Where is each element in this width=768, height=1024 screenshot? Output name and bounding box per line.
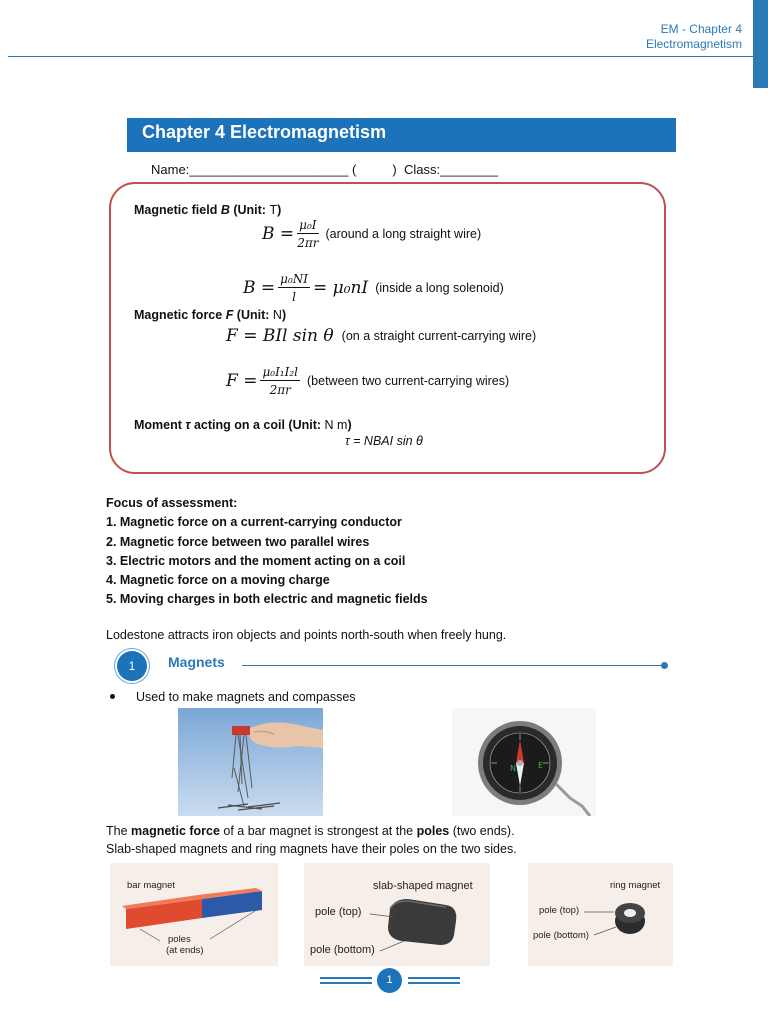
bullet-text: Used to make magnets and compasses [136, 690, 356, 704]
bar-magnet-caption: bar magnet [127, 880, 176, 891]
ring-magnet-caption: ring magnet [610, 880, 661, 891]
bar-magnet-figure [110, 863, 278, 966]
ring-pole-top-label: pole (top) [539, 905, 580, 916]
ring-magnet-figure [528, 863, 673, 966]
side-tab [753, 0, 768, 88]
moment-heading: Moment τ acting on a coil (Unit: N m) [134, 418, 352, 432]
fraction-two-wires: $\frac{\text{μ₀I₁I₂l}}{2\pi r}$ [262, 365, 299, 397]
focus-item: 5. Moving charges in both electric and magnetic fields [106, 592, 428, 607]
running-header-chapter: EM - Chapter 4 [660, 22, 742, 36]
focus-title: Focus of assessment: [106, 496, 238, 510]
svg-text:N: N [510, 764, 516, 773]
slab-pole-bottom-label: pole (bottom) [310, 944, 375, 956]
focus-item: 3. Electric motors and the moment acting on a coil [106, 553, 406, 568]
poles-paragraph: The magnetic force of a bar magnet is strongest at the poles (two ends). [106, 824, 515, 838]
ring-pole-bottom-label: pole (bottom) [533, 930, 589, 941]
chapter-title: Chapter 4 Electromagnetism [142, 122, 387, 142]
running-header [646, 22, 742, 52]
magnetic-force-heading: Magnetic force F (Unit: N) [134, 308, 287, 322]
focus-item: 2. Magnetic force between two parallel wires [106, 534, 370, 549]
running-header-topic: Electromagnetism [645, 37, 742, 51]
equation-moment: τ = NBAI sin θ [345, 434, 423, 448]
bar-magnet-poles-label: poles [168, 934, 191, 945]
header-rule [8, 56, 753, 57]
bullet-icon [110, 694, 115, 699]
slab-magnet-caption: slab-shaped magnet [373, 880, 473, 892]
magnetic-field-heading: Magnetic field B (Unit: T) [134, 203, 282, 217]
slab-pole-top-label: pole (top) [315, 906, 362, 918]
equation-two-wires: F = $\frac{\text{μ₀I₁I₂l}}{2\pi r}$ (between two current-carrying wires) [226, 365, 510, 397]
equation-long-wire: B = $\frac{\text{μ₀I}}{2\pi r}$ (around a long straight wire) [262, 218, 482, 250]
compass-photo [452, 708, 596, 816]
footer-rule-left [320, 977, 372, 979]
fraction-long-wire: $\frac{\text{μ₀I}}{2\pi r}$ [297, 218, 319, 250]
footer-rule-left [320, 982, 372, 984]
section-rule-dot [661, 662, 668, 669]
equation-force-wire: F = BIl sin θ (on a straight current-carrying wire) [226, 326, 537, 346]
page-number: 1 [377, 968, 402, 993]
magnet-nails-photo [178, 708, 323, 816]
bar-magnet-ends-label: (at ends) [166, 945, 204, 956]
chapter-banner [127, 118, 676, 152]
footer-rule-right [408, 982, 460, 984]
lodestone-text: Lodestone attracts iron objects and points north-south when freely hung. [106, 628, 507, 642]
svg-text:E: E [538, 761, 544, 770]
section-number: 1 [117, 651, 147, 681]
section-rule [242, 665, 664, 666]
slab-ring-paragraph: Slab-shaped magnets and ring magnets have their poles on the two sides. [106, 842, 517, 856]
fraction-solenoid: $\frac{\text{μ₀NI}}{l}$ [280, 272, 308, 304]
equation-solenoid: B = $\frac{\text{μ₀NI}}{l}$ = μ₀nI (inside a long solenoid) [243, 272, 504, 304]
focus-item: 4. Magnetic force on a moving charge [106, 573, 330, 588]
section-title: Magnets [168, 654, 225, 670]
focus-item: 1. Magnetic force on a current-carrying conductor [106, 515, 402, 530]
footer-rule-right [408, 977, 460, 979]
name-class-line: Name:______________________ ( ) Class:________ [151, 162, 498, 177]
slab-magnet-figure [304, 863, 490, 966]
focus-of-assessment [106, 494, 428, 610]
